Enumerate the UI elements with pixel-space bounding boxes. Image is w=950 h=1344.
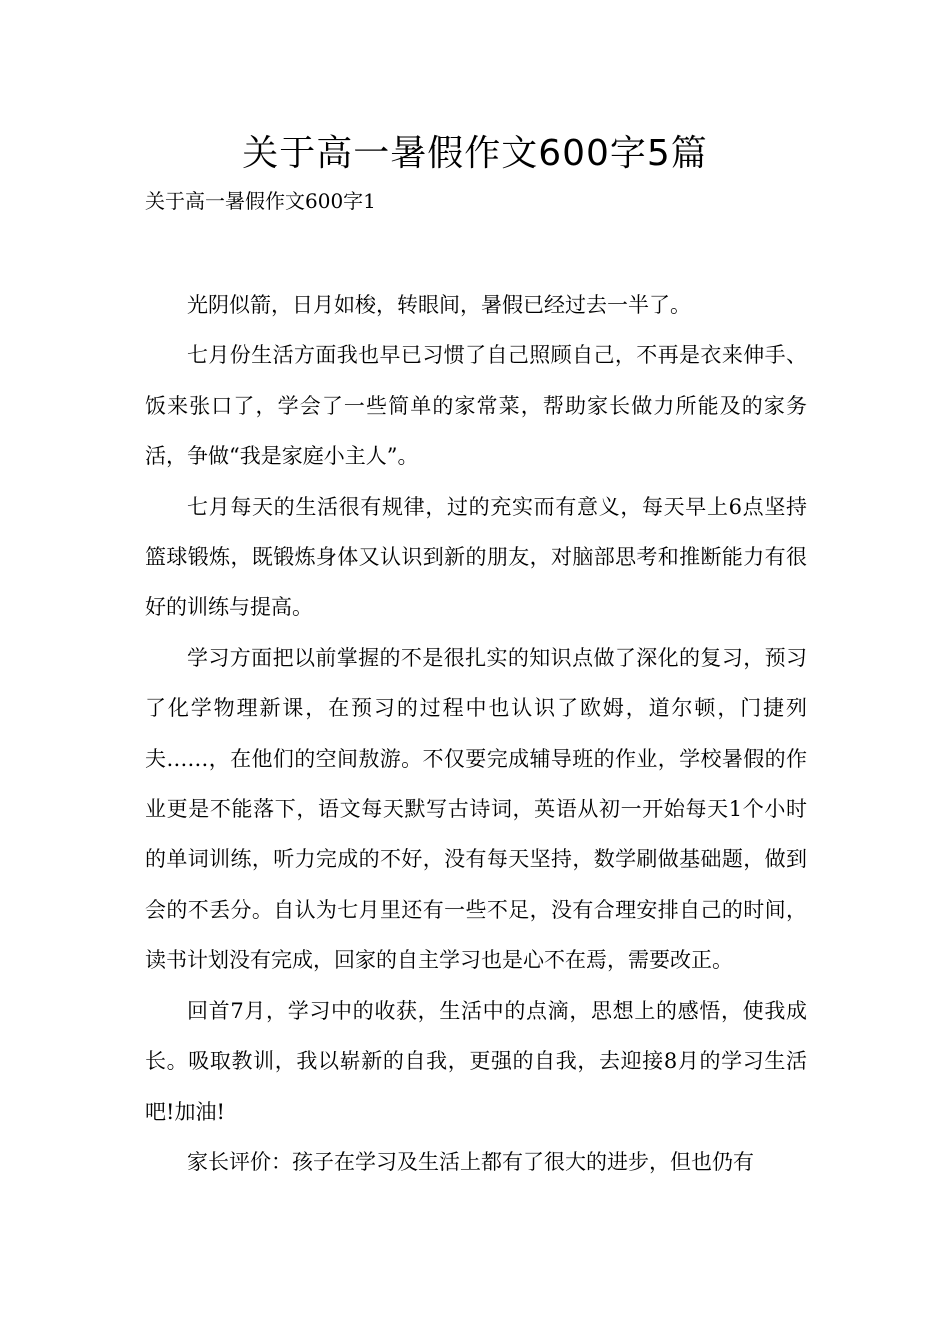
paragraph: 七月份生活方面我也早已习惯了自己照顾自己，不再是衣来伸手、饭来张口了，学会了一些简单的家常菜，帮助家长做力所能及的家务活，争做“我是家庭小主人”。 bbox=[145, 343, 807, 469]
paragraph: 光阴似箭，日月如梭，转眼间，暑假已经过去一半了。 bbox=[187, 293, 691, 317]
paragraph: 学习方面把以前掌握的不是很扎实的知识点做了深化的复习，预习了化学物理新课，在预习的过程中也认识了欧姆，道尔顿，门捷列夫……，在他们的空间敖游。不仅要完成辅导班的作业，学校暑假的作业更是不能落下，语文每天默写古诗词，英语从初一开始每天1个小时的单词训练，听力完成的不好，没有每天坚持，数学刷做基础题，做到会的不丢分。自认为七月里还有一些不足，没有合理安排自己的时间，读书计划没有完成，回家的自主学习也是心不在焉，需要改正。 bbox=[145, 645, 807, 973]
article-body bbox=[145, 280, 807, 1187]
paragraph: 七月每天的生活很有规律，过的充实而有意义，每天早上6点坚持篮球锻炼，既锻炼身体又认识到新的朋友，对脑部思考和推断能力有很好的训练与提高。 bbox=[145, 494, 807, 620]
paragraph: 回首7月，学习中的收获，生活中的点滴，思想上的感悟，使我成长。吸取教训，我以崭新的自我，更强的自我，去迎接8月的学习生活吧!加油! bbox=[145, 998, 807, 1124]
section-heading: 关于高一暑假作文600字1 bbox=[145, 189, 376, 213]
paragraph: 家长评价：孩子在学习及生活上都有了很大的进步，但也仍有 bbox=[187, 1149, 754, 1174]
document-title: 关于高一暑假作文600字5篇 bbox=[242, 133, 708, 174]
